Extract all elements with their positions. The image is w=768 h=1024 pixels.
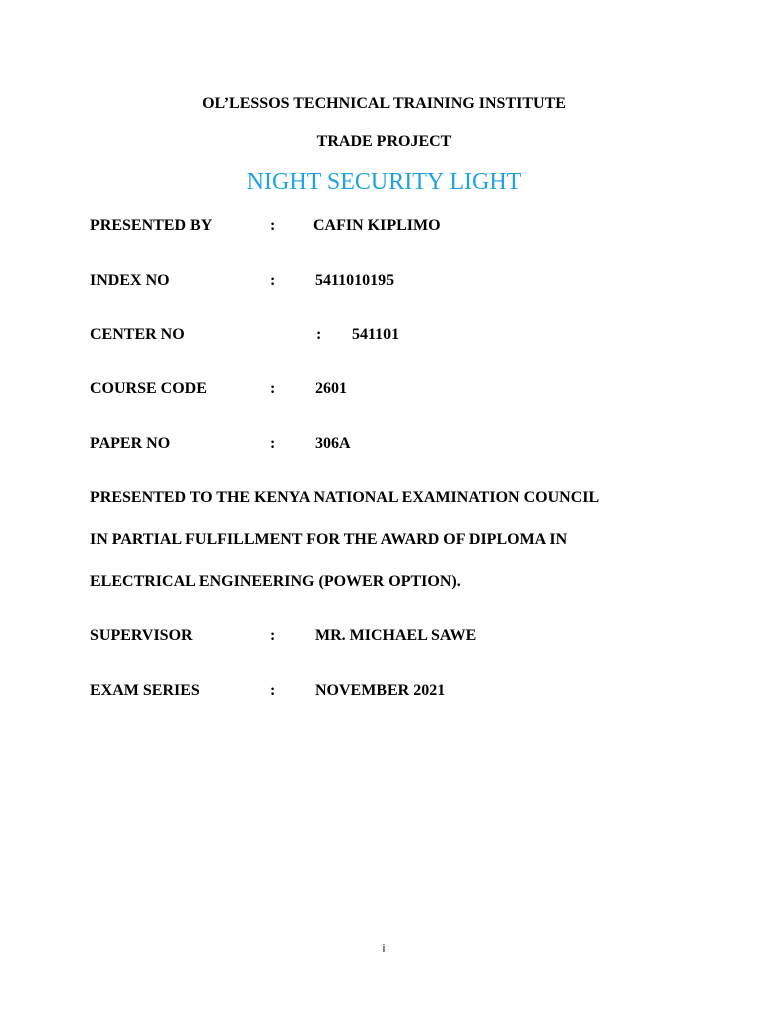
supervisor-label: SUPERVISOR: [90, 627, 193, 644]
statement-line-3: ELECTRICAL ENGINEERING (POWER OPTION).: [90, 573, 461, 590]
project-type: TRADE PROJECT: [316, 133, 452, 150]
center-no-label: CENTER NO: [90, 326, 185, 343]
institute-name: OL’LESSOS TECHNICAL TRAINING INSTITUTE: [202, 95, 566, 112]
center-no-value: 541101: [352, 326, 400, 343]
paper-no-label: PAPER NO: [90, 435, 171, 452]
supervisor-colon: :: [270, 627, 276, 644]
index-no-label: INDEX NO: [90, 272, 170, 289]
course-code-colon: :: [270, 380, 276, 397]
presented-by-label: PRESENTED BY: [90, 217, 213, 234]
exam-series-value: NOVEMBER 2021: [315, 682, 446, 699]
supervisor-value: MR. MICHAEL SAWE: [315, 627, 477, 644]
exam-series-colon: :: [270, 682, 276, 699]
presented-by-value: CAFIN KIPLIMO: [313, 217, 441, 234]
page-number: i: [382, 943, 386, 955]
index-no-colon: :: [270, 272, 276, 289]
presented-by-colon: :: [270, 217, 276, 234]
index-no-value: 5411010195: [315, 272, 395, 289]
statement-line-2: IN PARTIAL FULFILLMENT FOR THE AWARD OF DIPLOMA IN: [90, 531, 568, 548]
exam-series-label: EXAM SERIES: [90, 682, 200, 699]
paper-no-value: 306A: [315, 435, 351, 452]
project-title: NIGHT SECURITY LIGHT: [246, 169, 522, 195]
paper-no-colon: :: [270, 435, 276, 452]
course-code-value: 2601: [315, 380, 347, 397]
center-no-colon: :: [316, 326, 322, 343]
course-code-label: COURSE CODE: [90, 380, 207, 397]
statement-line-1: PRESENTED TO THE KENYA NATIONAL EXAMINATION COUNCIL: [90, 489, 600, 506]
